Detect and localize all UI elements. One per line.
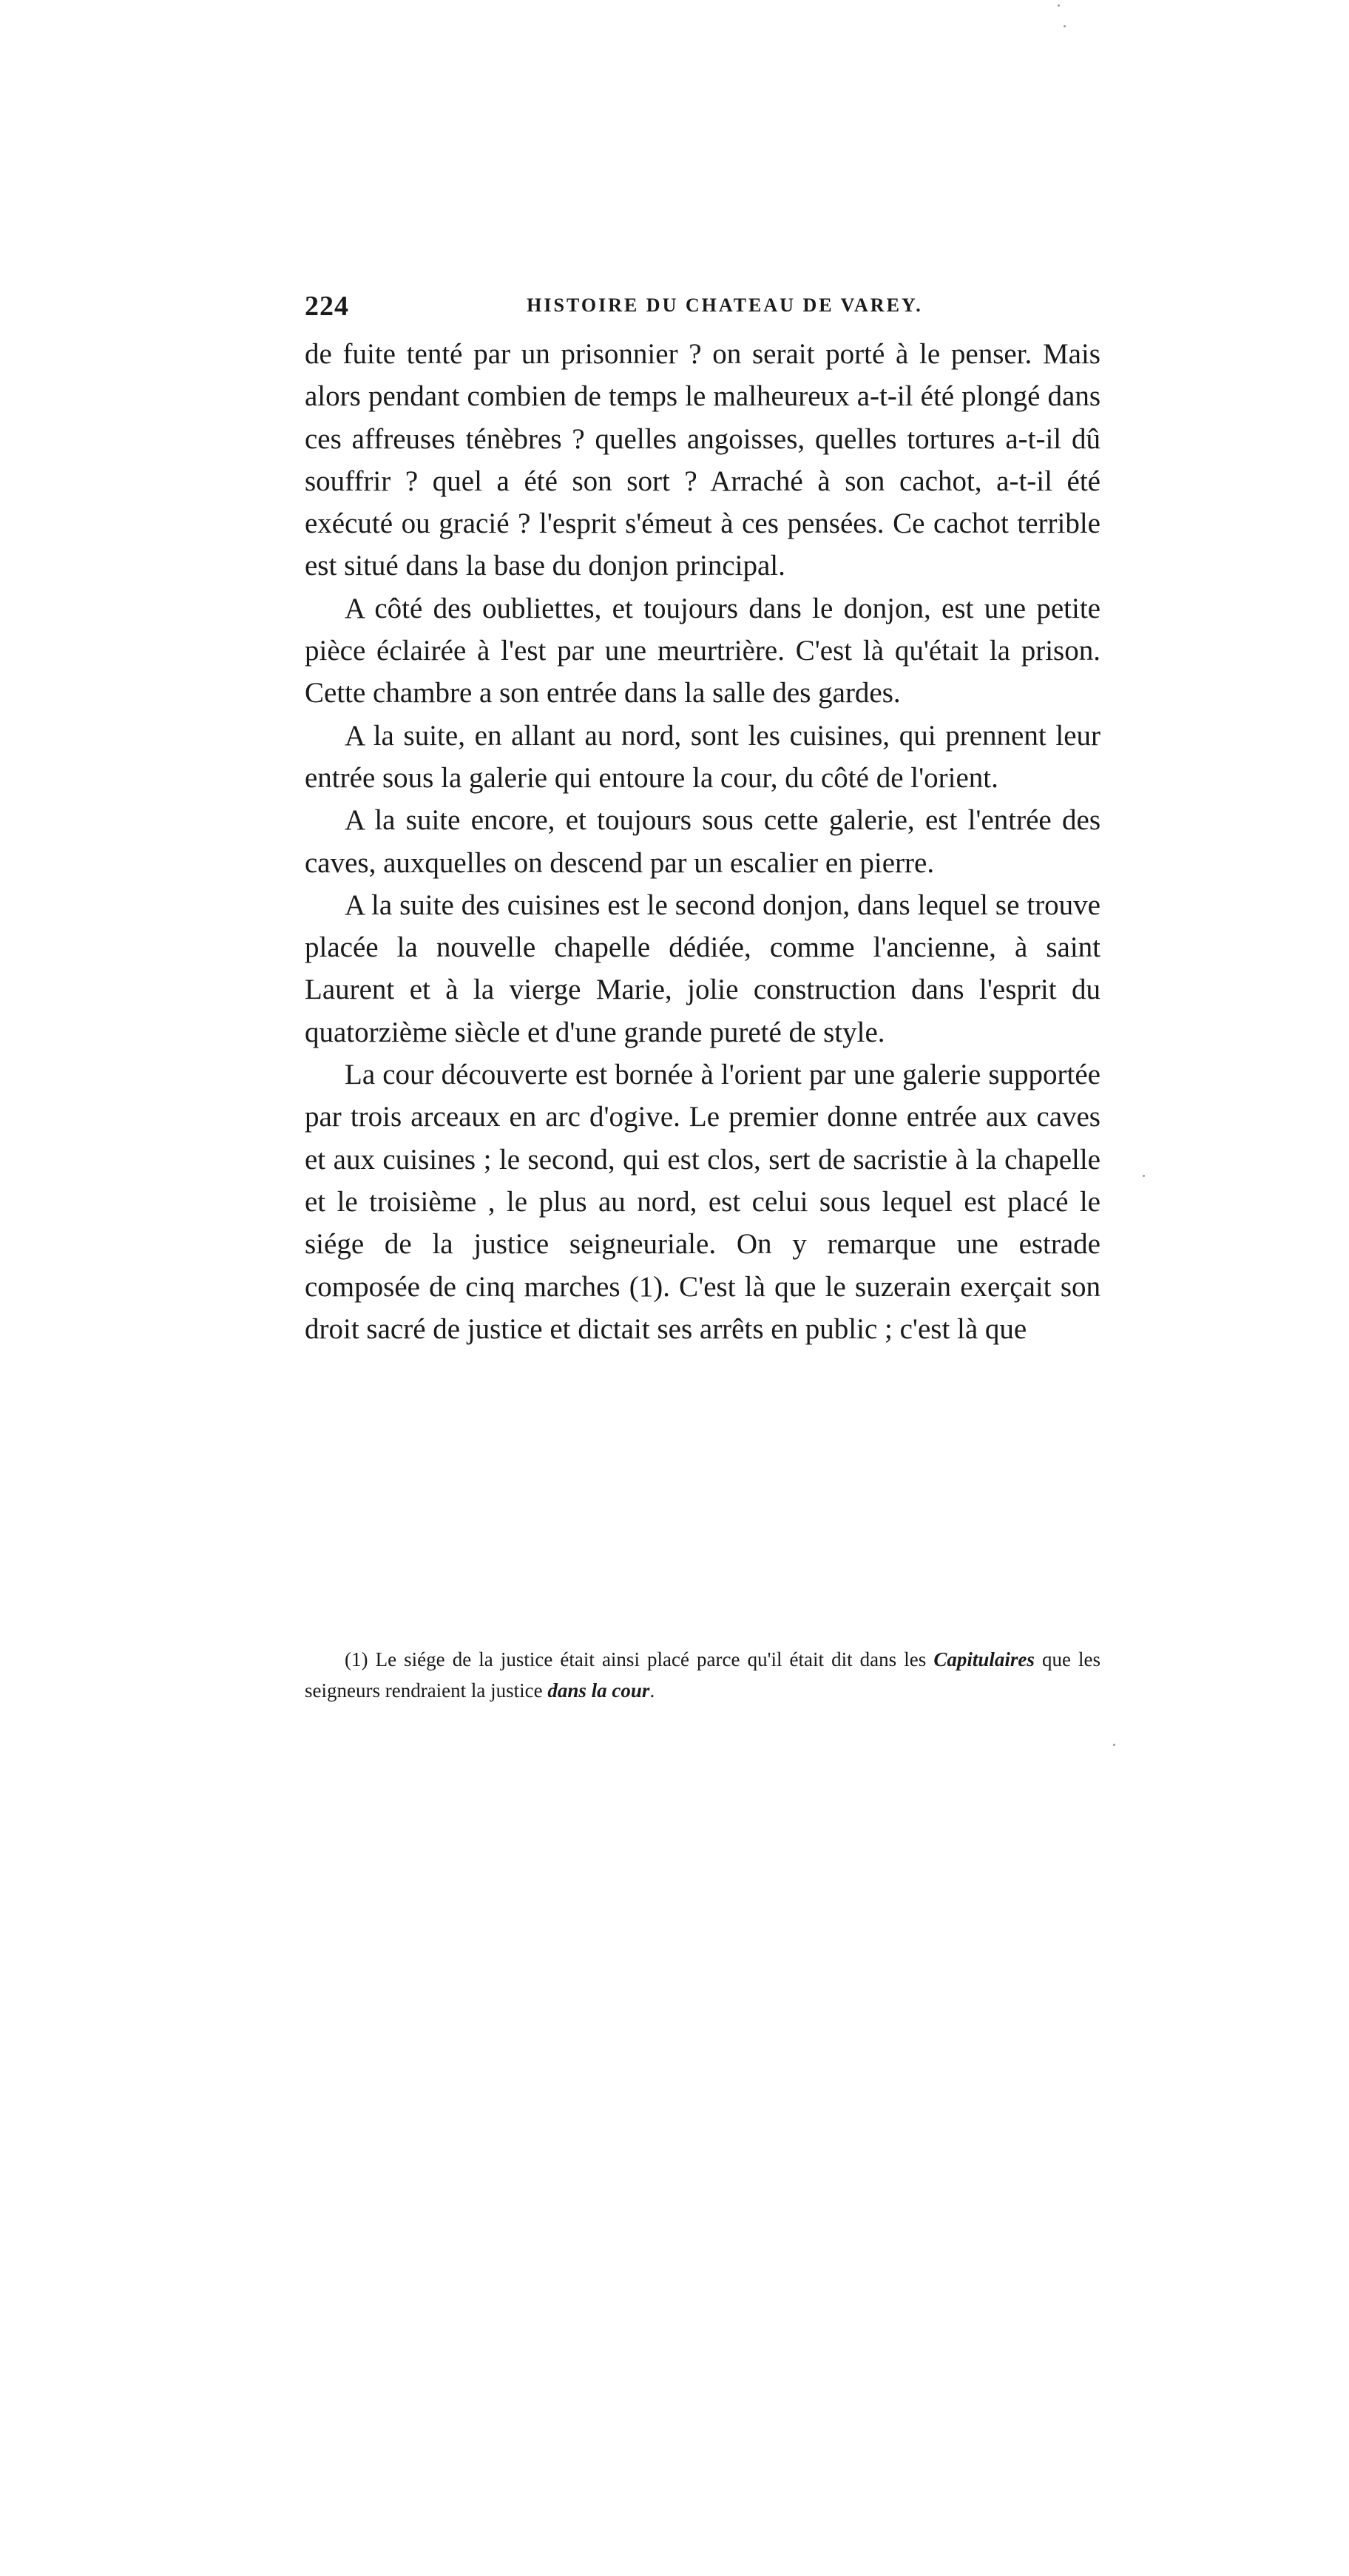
paragraph-caves: A la suite encore, et toujours sous cette galerie, est l'entrée des caves, auxquelles on descend par un escalier en pierre. [305, 804, 1100, 879]
footnote-paragraph [305, 1644, 1100, 1706]
footnote [305, 1644, 1100, 1706]
scan-speck [1064, 25, 1066, 27]
paragraph-cour: La cour découverte est bornée à l'orient par une galerie supportée par trois arceaux en arc d'ogive. Le premier donne entrée aux caves et aux cuisines ; le second, qui est clos, sert de sacristie à la chapelle et le troisième , le plus au nord, est celui sous lequel est placé le siége de la justice seigneuriale. On y remarque une estrade composée de cinq marches (1). C'est là que le suzerain exerçait son droit sacré de justice et dictait ses arrêts en public ; c'est là que [305, 1059, 1100, 1345]
scan-speck [1143, 1175, 1145, 1177]
footnote-italic-capitulaires: Capitulaires [933, 1648, 1035, 1670]
paragraph-continuation: de fuite tenté par un prisonnier ? on serait porté à le penser. Mais alors pendant combien de temps le malheureux a-t-il été plongé dans ces affreuses ténèbres ? quelles angoisses, quelles tortures a-t-il dû souffrir ? quel a été son sort ? Arraché à son cachot, a-t-il été exécuté ou gracié ? l'esprit s'émeut à ces pensées. Ce cachot terrible est situé dans la base du donjon principal. [305, 338, 1100, 582]
body-text [305, 333, 1100, 1350]
footnote-text-middle: que les seigneurs rendraient la justice [305, 1648, 1101, 1702]
footnote-text-end: . [649, 1679, 655, 1702]
paragraph-prison: A côté des oubliettes, et toujours dans le donjon, est une petite pièce éclairée à l'est par une meurtrière. C'est là qu'était la prison. Cette chambre a son entrée dans la salle des gardes. [305, 592, 1100, 709]
footnote-text-before: Le siége de la justice était ainsi placé parce qu'il était dit dans les [375, 1648, 927, 1670]
footnote-marker: (1) [345, 1648, 368, 1670]
scan-speck [1113, 1744, 1115, 1746]
paragraph-chapelle: A la suite des cuisines est le second donjon, dans lequel se trouve placée la nouvelle chapelle dédiée, comme l'ancienne, à saint Laurent et à la vierge Marie, jolie construction dans l'esprit du quatorzième siècle et d'une grande pureté de style. [305, 889, 1100, 1048]
scan-speck [1058, 4, 1060, 7]
page-header [305, 290, 1100, 331]
running-head: HISTOIRE DU CHATEAU DE VAREY. [527, 294, 923, 316]
footnote-italic-dans-la-cour: dans la cour [547, 1679, 650, 1702]
paragraph-cuisines: A la suite, en allant au nord, sont les cuisines, qui prennent leur entrée sous la galerie qui entoure la cour, du côté de l'orient. [305, 719, 1100, 794]
page-number: 224 [305, 291, 349, 322]
